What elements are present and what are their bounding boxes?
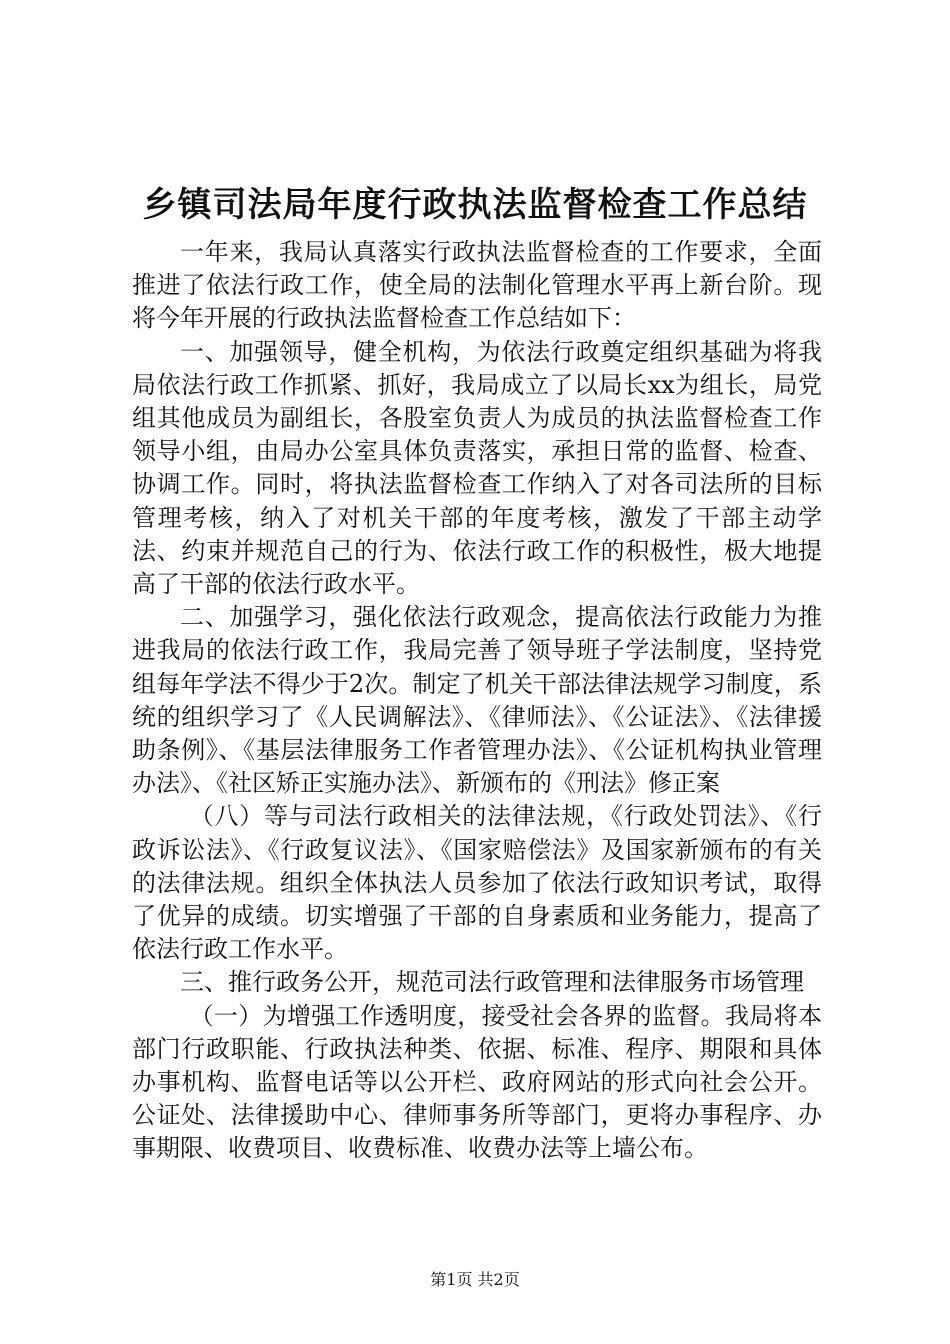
paragraph-section-1: 一、加强领导，健全机构，为依法行政奠定组织基础为将我局依法行政工作抓紧、抓好，我局成立了以局长xx为组长，局党组其他成员为副组长，各股室负责人为成员的执法监督检查工作领导小组，由局办公室具体负责落实，承担日常的监督、检查、协调工作。同时，将执法监督检查工作纳入了对各司法所的目标管理考核，纳入了对机关干部的年度考核，激发了干部主动学法、约束并规范自己的行为、依法行政工作的积极性，极大地提高了干部的依法行政水平。 — [132, 337, 822, 599]
paragraph-section-2: 二、加强学习，强化依法行政观念，提高依法行政能力为推进我局的依法行政工作，我局完善了领导班子学法制度，坚持党组每年学法不得少于2次。制定了机关干部法律法规学习制度，系统的组织学习了《人民调解法》、《律师法》、《公证法》、《法律援助条例》、《基层法律服务工作者管理办法》、《公证机构执业管理办法》、《社区矫正实施办法》、新颁布的《刑法》修正案 — [132, 603, 822, 798]
document-title: 乡镇司法局年度行政执法监督检查工作总结 — [142, 185, 808, 225]
page-number-footer: 第1页 共2页 — [430, 1270, 520, 1289]
document-body — [132, 236, 822, 1166]
paragraph-section-3-item-1: （一）为增强工作透明度，接受社会各界的监督。我局将本部门行政职能、行政执法种类、依据、标准、程序、期限和具体办事机构、监督电话等以公开栏、政府网站的形式向社会公开。公证处、法律援助中心、律师事务所等部门，更将办事程序、办事期限、收费项目、收费标准、收费办法等上墙公布。 — [132, 1001, 822, 1163]
paragraph-section-3-heading: 三、推行政务公开，规范司法行政管理和法律服务市场管理 — [180, 968, 804, 997]
paragraph-section-2-continued: （八）等与司法行政相关的法律法规，《行政处罚法》、《行政诉讼法》、《行政复议法》、《国家赔偿法》及国家新颁布的有关的法律法规。组织全体执法人员参加了依法行政知识考试，取得了优异的成绩。切实增强了干部的自身素质和业务能力，提高了依法行政工作水平。 — [132, 802, 822, 964]
paragraph-intro: 一年来，我局认真落实行政执法监督检查的工作要求，全面推进了依法行政工作，使全局的法制化管理水平再上新台阶。现将今年开展的行政执法监督检查工作总结如下： — [132, 238, 822, 333]
